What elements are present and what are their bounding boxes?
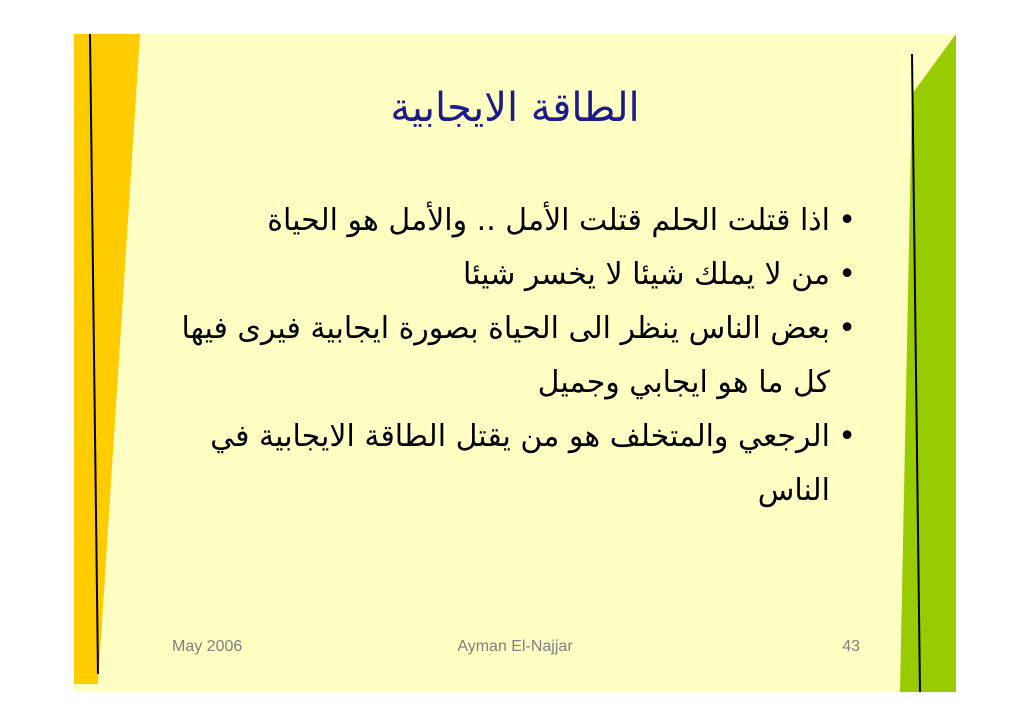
footer-page-number: 43 <box>842 638 860 655</box>
footer-date: May 2006 <box>172 638 243 655</box>
right-accent-bar <box>900 34 956 692</box>
bullet-item: • الرجعي والمتخلف هو من يقتل الطاقة الايجابية في الناس <box>156 410 856 518</box>
slide-title: الطاقة الايجابية <box>390 85 640 131</box>
bullet-item: • من لا يملك شيئا لا يخسر شيئا <box>156 248 856 302</box>
bullet-item: • اذا قتلت الحلم قتلت الأمل .. والأمل هو الحياة <box>156 194 856 248</box>
footer-author: Ayman El-Najjar <box>457 638 573 655</box>
bullet-list <box>156 194 856 518</box>
slide <box>74 34 956 692</box>
bullet-item: • بعض الناس ينظر الى الحياة بصورة ايجابية فيرى فيها كل ما هو ايجابي وجميل <box>156 302 856 410</box>
